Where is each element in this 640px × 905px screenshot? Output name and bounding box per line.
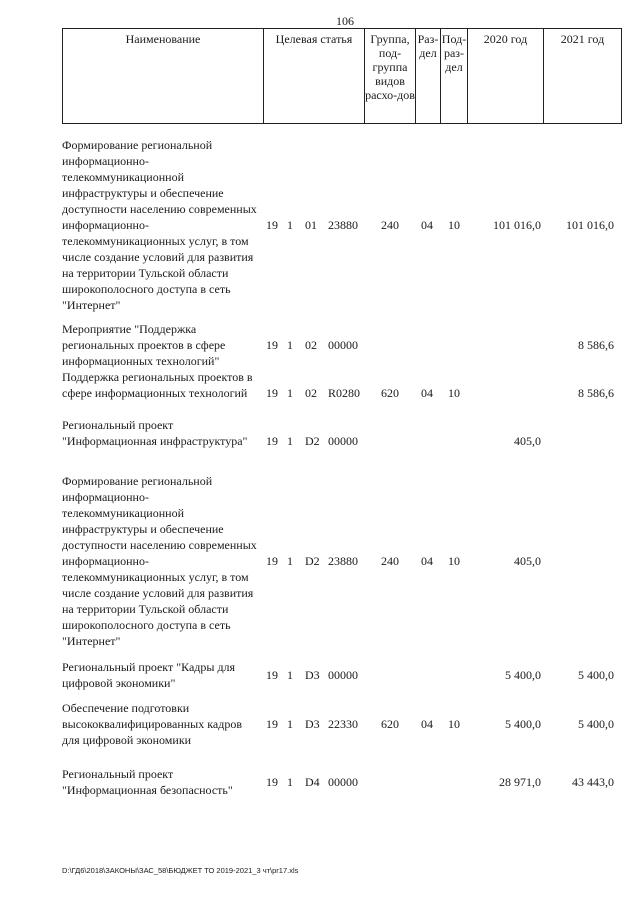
header-target — [263, 28, 365, 124]
row-section: 04 — [421, 717, 433, 731]
row-code-3: 01 — [305, 218, 317, 232]
row-code-2: 1 — [287, 218, 293, 232]
row-code-1: 19 — [266, 386, 278, 400]
row-2020: 405,0 — [514, 554, 541, 568]
row-group: 620 — [381, 717, 399, 731]
row-code-1: 19 — [266, 717, 278, 731]
row-code-4: 00000 — [328, 434, 358, 448]
row-subsection: 10 — [448, 554, 460, 568]
header-name — [62, 28, 264, 124]
row-subsection: 10 — [448, 717, 460, 731]
row-code-3: D2 — [305, 434, 320, 448]
row-2021: 8 586,6 — [578, 338, 614, 352]
row-section: 04 — [421, 386, 433, 400]
row-code-1: 19 — [266, 775, 278, 789]
row-subsection: 10 — [448, 218, 460, 232]
row-2020: 405,0 — [514, 434, 541, 448]
header-2020 — [467, 28, 544, 124]
row-2020: 5 400,0 — [505, 717, 541, 731]
row-name: Обеспечение подготовки высококвалифицированных кадров для цифровой экономики — [62, 701, 242, 747]
header-2021-label: 2021 год — [560, 32, 605, 46]
row-2020: 101 016,0 — [493, 218, 541, 232]
row-2020: 28 971,0 — [499, 775, 541, 789]
row-2021: 43 443,0 — [572, 775, 614, 789]
row-code-4: 22330 — [328, 717, 358, 731]
row-code-4: 23880 — [328, 218, 358, 232]
row-code-1: 19 — [266, 434, 278, 448]
header-target-label: Целевая статья — [275, 32, 353, 46]
row-name: Региональный проект "Информационная инфраструктура" — [62, 418, 248, 448]
row-2021: 8 586,6 — [578, 386, 614, 400]
row-name: Региональный проект "Информационная безопасность" — [62, 767, 233, 797]
header-section — [415, 28, 441, 124]
row-2021: 5 400,0 — [578, 668, 614, 682]
row-section: 04 — [421, 554, 433, 568]
header-subsection — [440, 28, 468, 124]
row-code-4: R0280 — [328, 386, 361, 400]
header-subsection-label: Под-раз-дел — [441, 32, 467, 74]
row-name: Поддержка региональных проектов в сфере информационных технологий — [62, 370, 253, 400]
row-code-3: D2 — [305, 554, 320, 568]
page-number: 106 — [336, 14, 354, 28]
row-2021: 101 016,0 — [566, 218, 614, 232]
row-code-2: 1 — [287, 554, 293, 568]
row-code-2: 1 — [287, 717, 293, 731]
row-code-4: 00000 — [328, 668, 358, 682]
row-code-4: 00000 — [328, 775, 358, 789]
header-section-label: Раз-дел — [417, 32, 439, 60]
row-subsection: 10 — [448, 386, 460, 400]
header-name-label: Наименование — [125, 32, 201, 46]
row-code-3: D3 — [305, 668, 320, 682]
row-code-2: 1 — [287, 434, 293, 448]
row-code-2: 1 — [287, 668, 293, 682]
row-code-1: 19 — [266, 218, 278, 232]
row-code-2: 1 — [287, 338, 293, 352]
row-section: 04 — [421, 218, 433, 232]
row-code-4: 00000 — [328, 338, 358, 352]
row-code-1: 19 — [266, 338, 278, 352]
row-code-2: 1 — [287, 386, 293, 400]
row-name: Мероприятие "Поддержка региональных проектов в сфере информационных технологий" — [62, 322, 226, 368]
header-2021 — [543, 28, 622, 124]
row-code-3: 02 — [305, 338, 317, 352]
row-code-1: 19 — [266, 668, 278, 682]
row-name: Региональный проект "Кадры для цифровой экономики" — [62, 660, 236, 690]
row-code-3: D4 — [305, 775, 320, 789]
header-2020-label: 2020 год — [483, 32, 528, 46]
header-group — [364, 28, 416, 124]
header-group-label: Группа, под-группа видов расхо-дов — [365, 32, 415, 102]
row-group: 240 — [381, 554, 399, 568]
row-code-3: 02 — [305, 386, 317, 400]
row-2021: 5 400,0 — [578, 717, 614, 731]
row-name: Формирование региональной информационно-телекоммуникационной инфраструктуры и обеспечение доступности населению современных информационно-телекоммуникационных услуг, в том числе создание условий для развития на территории Тульской области широкополосного доступа в сеть "Интернет" — [62, 474, 257, 648]
row-2020: 5 400,0 — [505, 668, 541, 682]
row-code-1: 19 — [266, 554, 278, 568]
row-group: 240 — [381, 218, 399, 232]
file-path-footer: D:\ГД6\2018\ЗАКОНЫ\ЗАС_58\БЮДЖЕТ ТО 2019-2021_3 чт\pr17.xls — [62, 866, 299, 875]
row-name: Формирование региональной информационно-телекоммуникационной инфраструктуры и обеспечение доступности населению современных информационно-телекоммуникационных услуг, в том числе создание условий для развития на территории Тульской области широкополосного доступа в сеть "Интернет" — [62, 138, 257, 312]
row-group: 620 — [381, 386, 399, 400]
row-code-3: D3 — [305, 717, 320, 731]
row-code-4: 23880 — [328, 554, 358, 568]
row-code-2: 1 — [287, 775, 293, 789]
